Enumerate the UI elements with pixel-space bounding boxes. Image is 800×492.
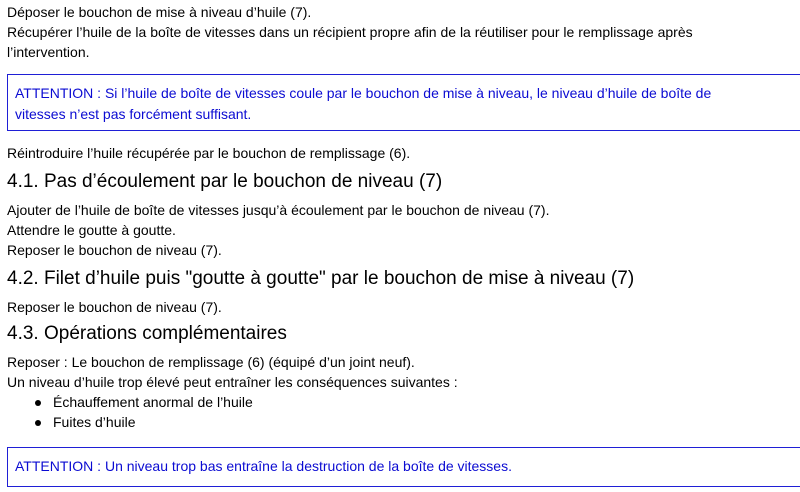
warning-box-1 xyxy=(7,74,800,131)
intro-line-3: l’intervention. xyxy=(7,44,90,60)
section-4-1-line-3: Reposer le bouchon de niveau (7). xyxy=(7,242,222,258)
bullet-icon xyxy=(35,400,41,406)
warning-box-2 xyxy=(7,447,800,487)
section-4-3-line-2: Un niveau d’huile trop élevé peut entraîner les conséquences suivantes : xyxy=(7,374,458,390)
section-4-3-title: 4.3. Opérations complémentaires xyxy=(7,323,287,344)
section-4-1 xyxy=(0,170,800,260)
reintroduce-text: Réintroduire l’huile récupérée par le bouchon de remplissage (6). xyxy=(7,145,411,161)
warning-1-line-1: ATTENTION : Si l’huile de boîte de vitesses coule par le bouchon de mise à niveau, le niveau d’huile de boîte de xyxy=(15,85,712,101)
consequences-list xyxy=(0,392,800,432)
section-4-1-line-1: Ajouter de l’huile de boîte de vitesses jusqu’à écoulement par le bouchon de niveau (7). xyxy=(7,202,550,218)
list-item-label: Fuites d’huile xyxy=(53,414,136,430)
intro-line-1: Déposer le bouchon de mise à niveau d’huile (7). xyxy=(7,4,312,20)
bullet-icon xyxy=(35,420,41,426)
warning-1-line-2: vitesses n’est pas forcément suffisant. xyxy=(15,106,252,122)
warning-2-line-1: ATTENTION : Un niveau trop bas entraîne la destruction de la boîte de vitesses. xyxy=(15,458,512,474)
section-4-2 xyxy=(0,267,800,317)
list-item-label: Échauffement anormal de l’huile xyxy=(53,394,253,410)
section-4-3 xyxy=(0,322,800,432)
section-4-3-line-1: Reposer : Le bouchon de remplissage (6) (équipé d’un joint neuf). xyxy=(7,354,415,370)
intro-line-2: Récupérer l’huile de la boîte de vitesses dans un récipient propre afin de la réutiliser pour le remplissage après xyxy=(7,24,693,40)
reintroduce-block xyxy=(0,143,800,163)
list-item xyxy=(0,412,800,432)
list-item xyxy=(0,392,800,412)
intro-block xyxy=(0,2,800,62)
section-4-1-line-2: Attendre le goutte à goutte. xyxy=(7,222,176,238)
section-4-2-line-1: Reposer le bouchon de niveau (7). xyxy=(7,299,222,315)
section-4-1-title: 4.1. Pas d’écoulement par le bouchon de niveau (7) xyxy=(7,171,443,192)
section-4-2-title: 4.2. Filet d’huile puis "goutte à goutte" par le bouchon de mise à niveau (7) xyxy=(7,268,635,289)
